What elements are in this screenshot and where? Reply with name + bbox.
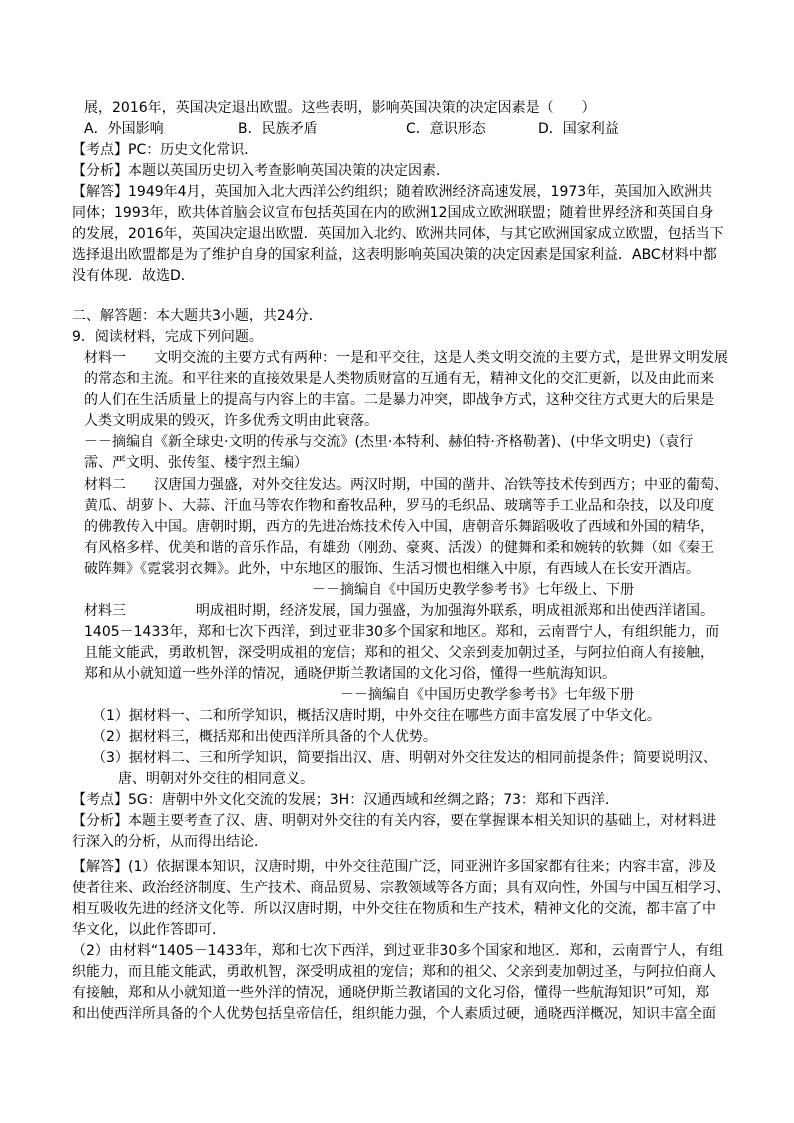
q9-jieda-line: 相互吸收先进的经济文化等．所以汉唐时期，中外交往在物质和生产技术，精神文化的交流，都丰富了中 (72, 901, 716, 917)
q9-jieda2-line: 和出使西洋所具备的个人优势包括皇帝信任，组织能力强，个人素质过硬，通晓西洋概况，知识丰富全面 (72, 1006, 716, 1022)
material-3-source: －－摘编自《中国历史教学参考书》七年级下册 (340, 687, 634, 703)
q8-option-d: D．国家利益 (538, 121, 619, 137)
q8-jieda-line: 的发展，2016年，英国决定退出欧盟．英国加入北约、欧洲共同体，与其它欧洲国家成立欧盟，包括当下 (72, 226, 724, 242)
q9-jieda2-line: 织能力，而且能文能武，勇敢机智，深受明成祖的宠信；郑和的祖父、父亲到麦加朝过圣，与阿拉伯商人 (72, 964, 716, 980)
material-2-line: 的佛教传入中国。唐朝时期，西方的先进冶炼技术传入中国，唐朝音乐舞蹈吸收了西域和外国的精华， (84, 519, 714, 535)
material-2-line: 破阵舞》《霓裳羽衣舞》。此外，中东地区的服饰、生活习惯也相继入中原，有西域人在长安开酒店。 (84, 561, 700, 577)
material-2-line: 黄瓜、胡萝卜、大蒜、汗血马等农作物和畜牧品种，罗马的毛织品、玻璃等手工业品和杂技，以及印度 (84, 498, 714, 514)
material-3-line: 1405－1433年，郑和七次下西洋，到过亚非30多个国家和地区。郑和，云南晋宁人，有组织能力，而 (84, 624, 720, 640)
q8-option-c: C．意识形态 (406, 121, 486, 137)
q9-fenxi-line: 【分析】本题主要考查了汉、唐、明朝对外交往的有关内容，要在掌握课本相关知识的基础上，对材料进 (72, 813, 716, 829)
material-1-source: －－摘编自《新全球史·文明的传承与交流》(杰里·本特利、赫伯特·齐格勒著)、(中华文明史)（袁行 (84, 434, 694, 450)
q9-jieda-line: 华文化，以此作答即可． (72, 922, 226, 938)
q8-option-b: B．民族矛盾 (238, 121, 318, 137)
q9-jieda2-line: 有接触，郑和从小就知道一些外洋的情况，通晓伊斯兰教诸国的文化习俗，懂得一些航海知识”可知，郑 (72, 985, 710, 1001)
material-1-line: 人类文明成果的毁灭，许多优秀文明由此衰落。 (84, 413, 378, 429)
q8-jieda-line: 选择退出欧盟都是为了维护自身的国家利益，这表明影响英国决策的决定因素是国家利益．ABC材料中都 (72, 247, 717, 263)
question-line: （2）据材料三，概括郑和出使西洋所具备的个人优势。 (92, 729, 437, 745)
q8-jieda-line: 【解答】1949年4月，英国加入北大西洋公约组织；随着欧洲经济高速发展，1973年，英国加入欧洲共 (72, 184, 713, 200)
q9-kaodian: 【考点】5G：唐朝中外文化交流的发展；3H：汉通西域和丝绸之路；73：郑和下西洋． (72, 792, 620, 808)
q9-jieda2-line: （2）由材料“1405－1433年，郑和七次下西洋，到过亚非30多个国家和地区．郑和，云南晋宁人，有组 (72, 943, 724, 959)
q8-option-a: A．外国影响 (84, 121, 164, 137)
material-1-line: 材料一 文明交流的主要方式有两种：一是和平交往，这是人类文明交流的主要方式，是世界文明发展 (84, 350, 728, 366)
question-line: （1）据材料一、二和所学知识，概括汉唐时期，中外交往在哪些方面丰富发展了中华文化。 (92, 708, 661, 724)
q8-jieda-line: 没有体现．故选D． (72, 268, 195, 284)
q8-stem: 展，2016年，英国决定退出欧盟。这些表明，影响英国决策的决定因素是（ ） (84, 100, 596, 116)
q9-fenxi-line: 行深入的分析，从而得出结论． (72, 834, 268, 850)
material-2-line: 有风格多样、优美和谐的音乐作品，有雄劲（刚劲、豪爽、活泼）的健舞和柔和婉转的软舞（如《秦王 (84, 540, 714, 556)
material-2-source: －－摘编自《中国历史教学参考书》七年级上、下册 (312, 582, 634, 598)
material-3-line: 材料三 明成祖时期，经济发展，国力强盛，为加强海外联系，明成祖派郑和出使西洋诸国。 (84, 603, 714, 619)
question-line: （3）据材料二、三和所学知识，简要指出汉、唐、明朝对外交往发达的相同前提条件；简要说明汉、 (92, 750, 717, 766)
question-line: 唐、明朝对外交往的相同意义。 (118, 771, 314, 787)
q9-jieda-line: 使者往来、政治经济制度、生产技术、商品贸易、宗教领域等各方面；具有双向性，外国与中国互相学习、 (72, 880, 730, 896)
material-1-source: 霈、严文明、张传玺、楼宇烈主编） (84, 455, 308, 471)
q9-jieda-line: 【解答】(1）依据课本知识，汉唐时期，中外交往范围广泛，同亚洲许多国家都有往来；内容丰富，涉及 (72, 859, 717, 875)
material-3-line: 且能文能武，勇敢机智，深受明成祖的宠信；郑和的祖父、父亲到麦加朝过圣，与阿拉伯商人有接触， (84, 645, 714, 661)
material-1-line: 的人们在生活质量上的提高与内容上的丰富。二是暴力冲突，即战争方式，这种交往方式更大的后果是 (84, 392, 714, 408)
material-3-line: 郑和从小就知道一些外洋的情况，通晓伊斯兰教诸国的文化习俗，懂得一些航海知识。 (84, 666, 616, 682)
q9-title: 9．阅读材料，完成下列问题。 (72, 329, 263, 345)
q8-fenxi: 【分析】本题以英国历史切入考查影响英国决策的决定因素． (72, 163, 450, 179)
section-heading: 二、解答题：本大题共3小题，共24分． (72, 308, 323, 324)
material-2-line: 材料二 汉唐国力强盛，对外交往发达。两汉时期，中国的凿井、冶铁等技术传到西方；中亚的葡萄、 (84, 477, 728, 493)
q8-jieda-line: 同体；1993年，欧共体首脑会议宣布包括英国在内的欧洲12国成立欧洲联盟；随着世界经济和英国自身 (72, 205, 714, 221)
q8-kaodian: 【考点】PC：历史文化常识． (72, 142, 259, 158)
material-1-line: 的常态和主流。和平往来的直接效果是人类物质财富的互通有无，精神文化的交汇更新，以及由此而来 (84, 371, 714, 387)
